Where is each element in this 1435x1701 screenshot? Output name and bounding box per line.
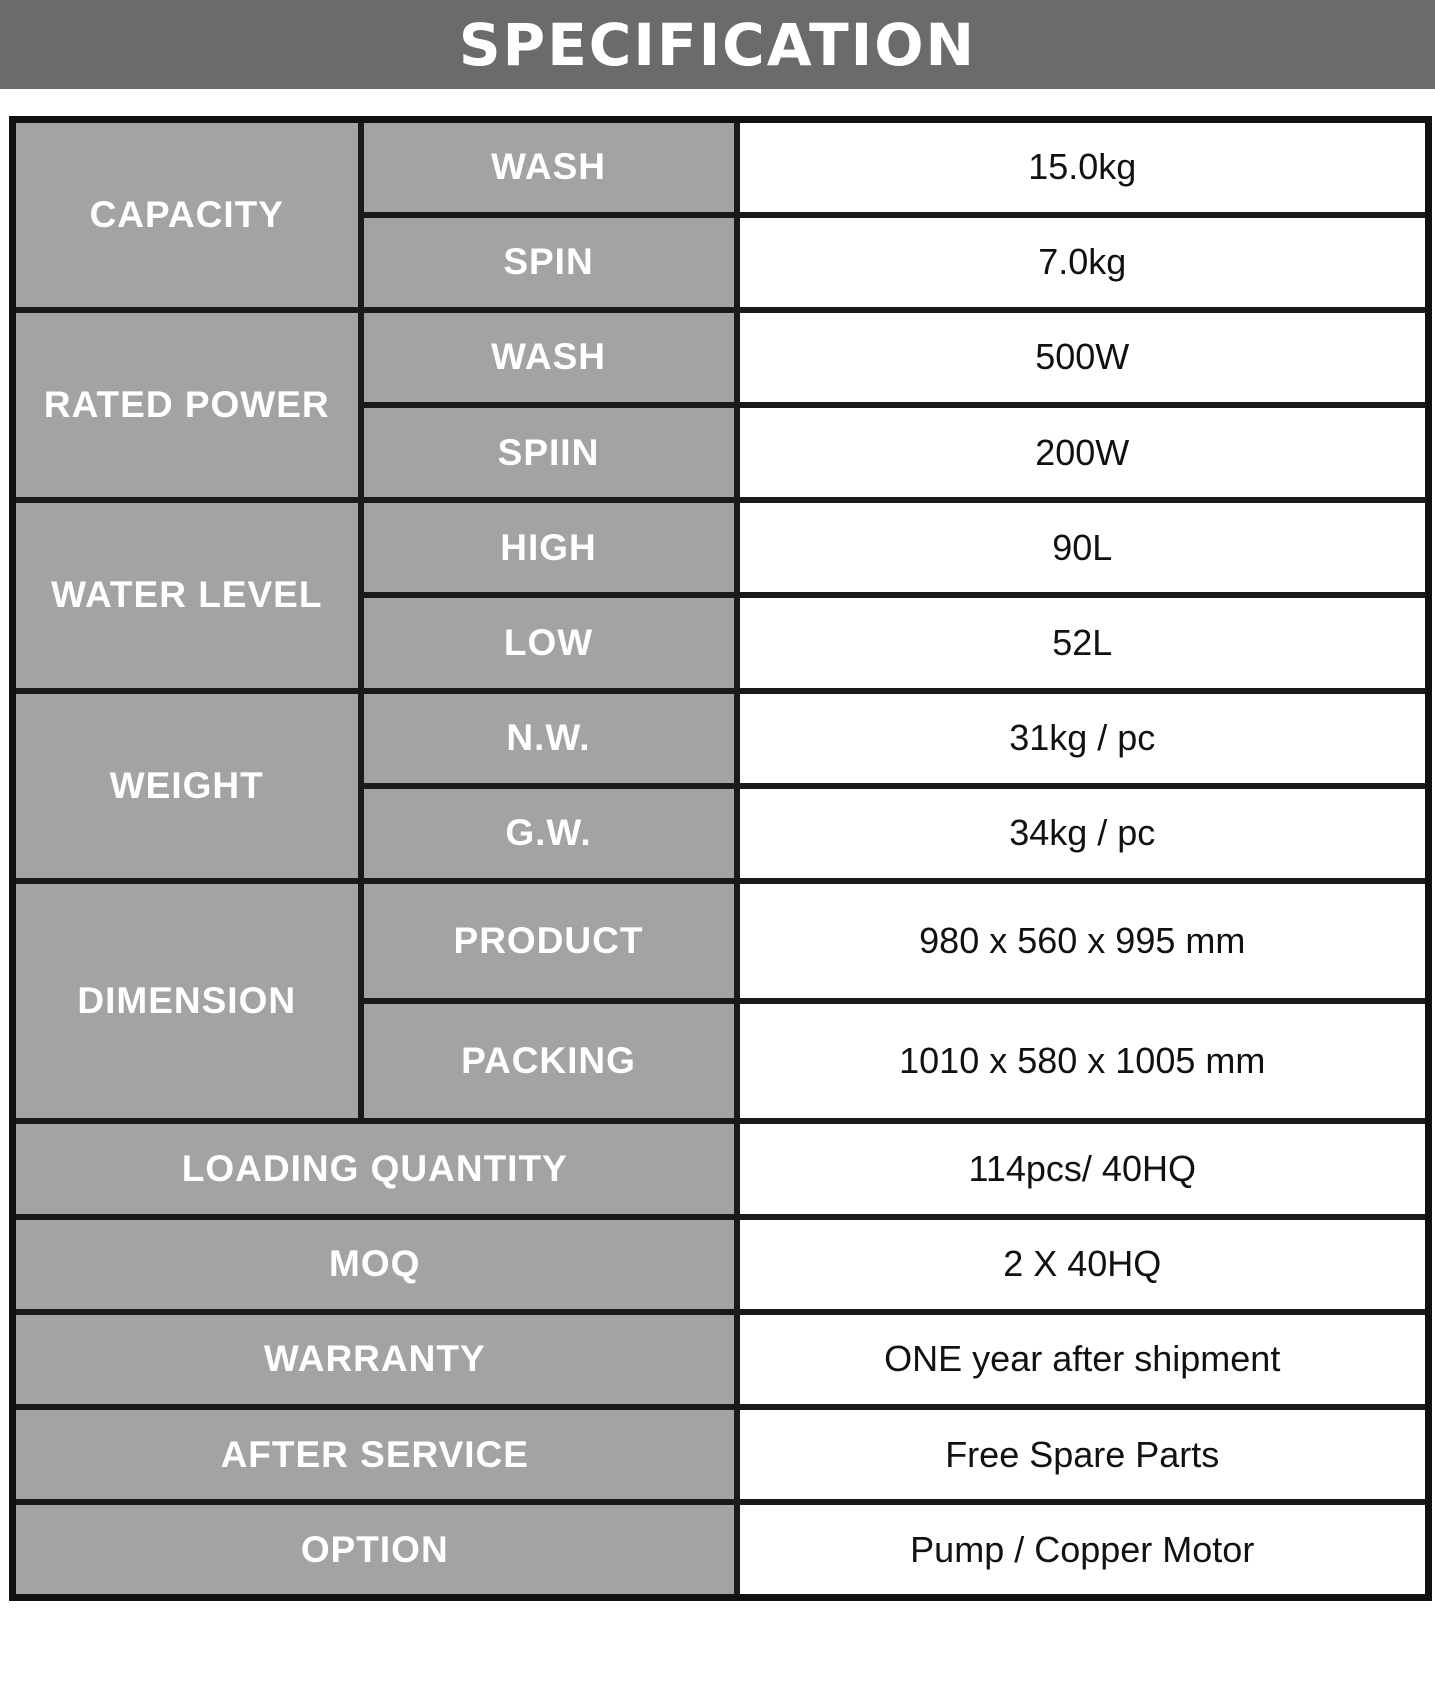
spec-value: 52L	[737, 595, 1429, 690]
group-label-capacity: CAPACITY	[13, 120, 361, 310]
spec-value: 2 X 40HQ	[737, 1217, 1429, 1312]
spec-value: 90L	[737, 500, 1429, 595]
table-row	[13, 881, 1429, 1001]
sub-label: LOW	[361, 595, 737, 690]
row-label-loading-quantity: LOADING QUANTITY	[13, 1121, 737, 1216]
table-row	[13, 691, 1429, 786]
spec-value: 114pcs/ 40HQ	[737, 1121, 1429, 1216]
spec-value: 500W	[737, 310, 1429, 405]
title-banner	[0, 0, 1435, 89]
spec-value: Free Spare Parts	[737, 1407, 1429, 1502]
table-row	[13, 1502, 1429, 1597]
page-title: SPECIFICATION	[458, 10, 977, 79]
spec-value: 34kg / pc	[737, 786, 1429, 881]
spec-value: 1010 x 580 x 1005 mm	[737, 1001, 1429, 1121]
group-label-water-level: WATER LEVEL	[13, 500, 361, 690]
row-label-option: OPTION	[13, 1502, 737, 1597]
row-label-after-service: AFTER SERVICE	[13, 1407, 737, 1502]
table-row	[13, 120, 1429, 215]
sub-label: WASH	[361, 310, 737, 405]
table-row	[13, 500, 1429, 595]
table-row	[13, 310, 1429, 405]
sub-label: PACKING	[361, 1001, 737, 1121]
row-label-moq: MOQ	[13, 1217, 737, 1312]
table-row	[13, 1312, 1429, 1407]
group-label-rated-power: RATED POWER	[13, 310, 361, 500]
spec-value: 31kg / pc	[737, 691, 1429, 786]
sub-label: PRODUCT	[361, 881, 737, 1001]
sub-label: HIGH	[361, 500, 737, 595]
row-label-warranty: WARRANTY	[13, 1312, 737, 1407]
spec-value: 7.0kg	[737, 215, 1429, 310]
spec-value: 15.0kg	[737, 120, 1429, 215]
spec-table	[9, 116, 1432, 1601]
spec-value: ONE year after shipment	[737, 1312, 1429, 1407]
table-row	[13, 1407, 1429, 1502]
sub-label: SPIN	[361, 215, 737, 310]
group-label-weight: WEIGHT	[13, 691, 361, 881]
sub-label: G.W.	[361, 786, 737, 881]
sub-label: WASH	[361, 120, 737, 215]
spec-value: 980 x 560 x 995 mm	[737, 881, 1429, 1001]
table-row	[13, 1217, 1429, 1312]
table-row	[13, 1121, 1429, 1216]
spec-value: Pump / Copper Motor	[737, 1502, 1429, 1597]
group-label-dimension: DIMENSION	[13, 881, 361, 1121]
spec-value: 200W	[737, 405, 1429, 500]
sub-label: SPIIN	[361, 405, 737, 500]
sub-label: N.W.	[361, 691, 737, 786]
